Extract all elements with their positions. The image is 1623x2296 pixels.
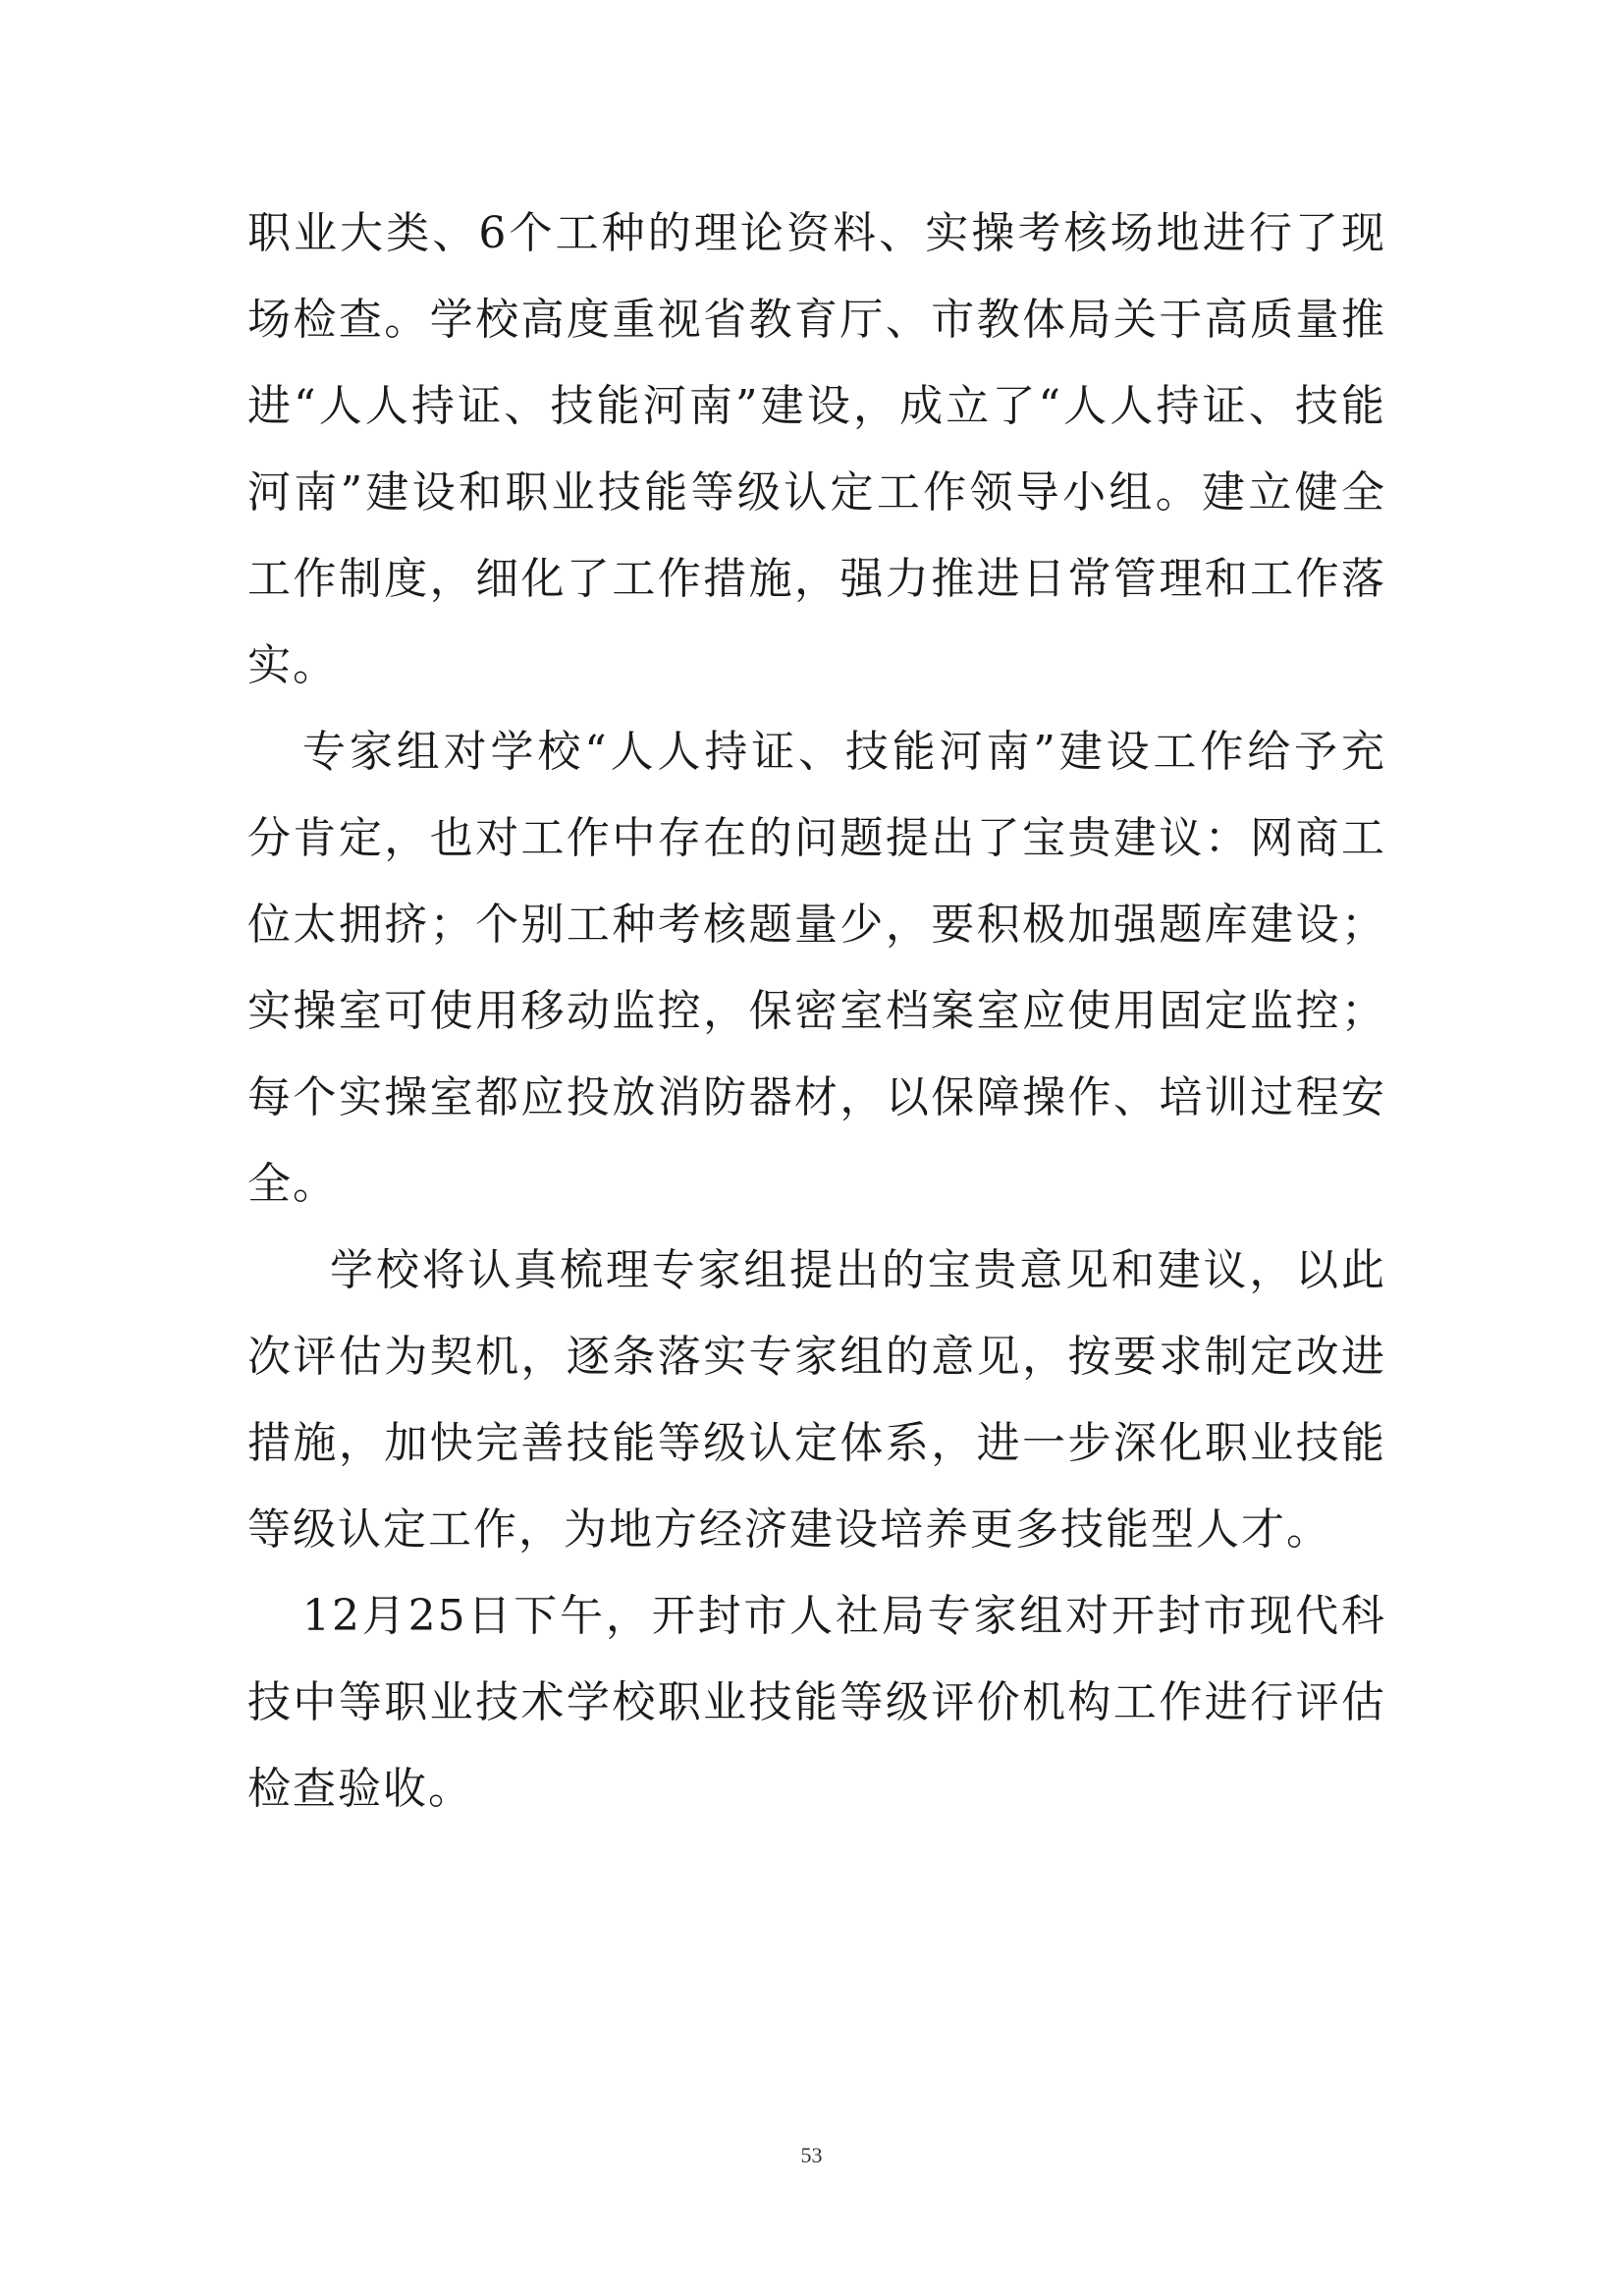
page-number: 53 bbox=[800, 2143, 823, 2167]
body-text bbox=[247, 191, 1386, 1832]
paragraph-school-response: 学校将认真梳理专家组提出的宝贵意见和建议，以此次评估为契机，逐条落实专家组的意见，按要求制定改进措施，加快完善技能等级认定体系，进一步深化职业技能等级认定工作，为地方经济建设培养更多技能型人才。 bbox=[247, 1245, 1386, 1555]
paragraph-continued: 职业大类、6个工种的理论资料、实操考核场地进行了现场检查。学校高度重视省教育厅、市教体局关于高质量推进“人人持证、技能河南”建设，成立了“人人持证、技能河南”建设和职业技能等级认定工作领导小组。建立健全工作制度，细化了工作措施，强力推进日常管理和工作落实。 bbox=[247, 208, 1386, 690]
paragraph-inspection-date: 12月25日下午，开封市人社局专家组对开封市现代科技中等职业技术学校职业技能等级评价机构工作进行评估检查验收。 bbox=[247, 1591, 1386, 1814]
paragraph-expert-feedback: 专家组对学校“人人持证、技能河南”建设工作给予充分肯定，也对工作中存在的问题提出了宝贵建议：网商工位太拥挤；个别工种考核题量少，要积极加强题库建设；实操室可使用移动监控，保密室档案室应使用固定监控；每个实操室都应投放消防器材，以保障操作、培训过程安全。 bbox=[247, 727, 1386, 1209]
